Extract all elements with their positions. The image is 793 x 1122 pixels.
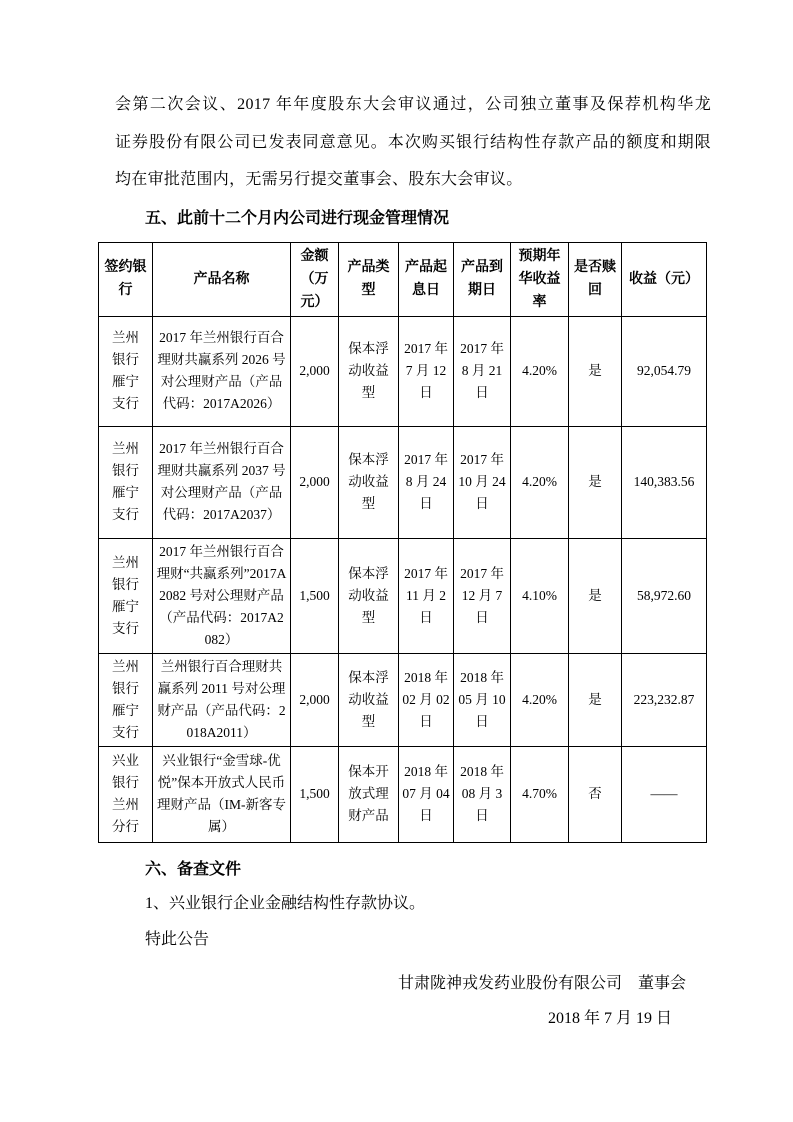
signature-date: 2018 年 7 月 19 日 [547,1009,672,1027]
cell-rate: 4.20% [511,653,569,746]
cell-product: 2017 年兰州银行百合理财共赢系列 2026 号对公理财产品（产品代码：2017A2026） [153,316,291,426]
cell-amount: 2,000 [291,316,339,426]
cell-start-date: 2017 年 11 月 2 日 [399,538,454,653]
cell-type: 保本浮动收益型 [339,653,399,746]
cell-income: —— [622,746,707,842]
col-header-bank: 签约银行 [99,242,153,316]
closing-statement: 特此公告 [145,930,210,948]
intro-paragraph-line-2: 证券股份有限公司已发表同意意见。本次购买银行结构性存款产品的额度和期限 [115,133,711,151]
cell-bank: 兰州银行雁宁支行 [99,653,153,746]
cell-end-date: 2017 年 10 月 24 日 [454,426,511,538]
cell-bank: 兰州银行雁宁支行 [99,538,153,653]
cell-rate: 4.70% [511,746,569,842]
cell-income: 92,054.79 [622,316,707,426]
cell-end-date: 2017 年 8 月 21 日 [454,316,511,426]
cell-end-date: 2018 年 05 月 10 日 [454,653,511,746]
cash-management-table [98,242,707,843]
col-header-product: 产品名称 [153,242,291,316]
col-header-type: 产品类型 [339,242,399,316]
cell-redeemed: 是 [569,316,622,426]
col-header-rate: 预期年华收益率 [511,242,569,316]
cell-amount: 1,500 [291,746,339,842]
table-header-row [99,242,707,316]
cell-income: 140,383.56 [622,426,707,538]
cell-income: 223,232.87 [622,653,707,746]
cell-bank: 兴业银行兰州分行 [99,746,153,842]
reference-document-item: 1、兴业银行企业金融结构性存款协议。 [145,894,426,912]
signature-block [115,966,711,1036]
cell-product: 兴业银行“金雪球-优悦”保本开放式人民币理财产品（IM-新客专属） [153,746,291,842]
cell-amount: 2,000 [291,653,339,746]
col-header-income: 收益（元） [622,242,707,316]
cell-start-date: 2017 年 7 月 12 日 [399,316,454,426]
cell-start-date: 2018 年 07 月 04 日 [399,746,454,842]
cell-bank: 兰州银行雁宁支行 [99,426,153,538]
cell-product: 2017 年兰州银行百合理财共赢系列 2037 号对公理财产品（产品代码：2017A2037） [153,426,291,538]
table-row [99,746,707,842]
cell-redeemed: 是 [569,538,622,653]
signature-company: 甘肃陇神戎发药业股份有限公司 董事会 [397,974,686,992]
col-header-amount: 金额（万元） [291,242,339,316]
cell-end-date: 2017 年 12 月 7 日 [454,538,511,653]
col-header-end-date: 产品到期日 [454,242,511,316]
cell-amount: 1,500 [291,538,339,653]
cell-product: 兰州银行百合理财共赢系列 2011 号对公理财产品（产品代码：2018A2011） [153,653,291,746]
cell-redeemed: 是 [569,653,622,746]
intro-paragraph-line-1: 会第二次会议、2017 年年度股东大会审议通过，公司独立董事及保荐机构华龙 [115,96,711,113]
col-header-redeemed: 是否赎回 [569,242,622,316]
table-row [99,316,707,426]
cell-product: 2017 年兰州银行百合理财“共赢系列”2017A2082 号对公理财产品（产品代码：2017A2082） [153,538,291,653]
cell-end-date: 2018 年 08 月 3 日 [454,746,511,842]
cell-type: 保本浮动收益型 [339,426,399,538]
table-row [99,538,707,653]
section-5-heading: 五、此前十二个月内公司进行现金管理情况 [145,209,450,227]
cell-type: 保本开放式理财产品 [339,746,399,842]
col-header-start-date: 产品起息日 [399,242,454,316]
cell-redeemed: 是 [569,426,622,538]
cell-start-date: 2017 年 8 月 24 日 [399,426,454,538]
cell-start-date: 2018 年 02 月 02 日 [399,653,454,746]
cell-bank: 兰州银行雁宁支行 [99,316,153,426]
cell-rate: 4.10% [511,538,569,653]
cell-type: 保本浮动收益型 [339,316,399,426]
section-6-heading: 六、备查文件 [145,860,242,878]
cell-type: 保本浮动收益型 [339,538,399,653]
cell-rate: 4.20% [511,316,569,426]
cell-income: 58,972.60 [622,538,707,653]
cell-rate: 4.20% [511,426,569,538]
cell-redeemed: 否 [569,746,622,842]
cell-amount: 2,000 [291,426,339,538]
document-content [104,86,711,1036]
table-row [99,426,707,538]
table-row [99,653,707,746]
intro-paragraph-line-3: 均在审批范围内，无需另行提交董事会、股东大会审议。 [115,171,523,188]
